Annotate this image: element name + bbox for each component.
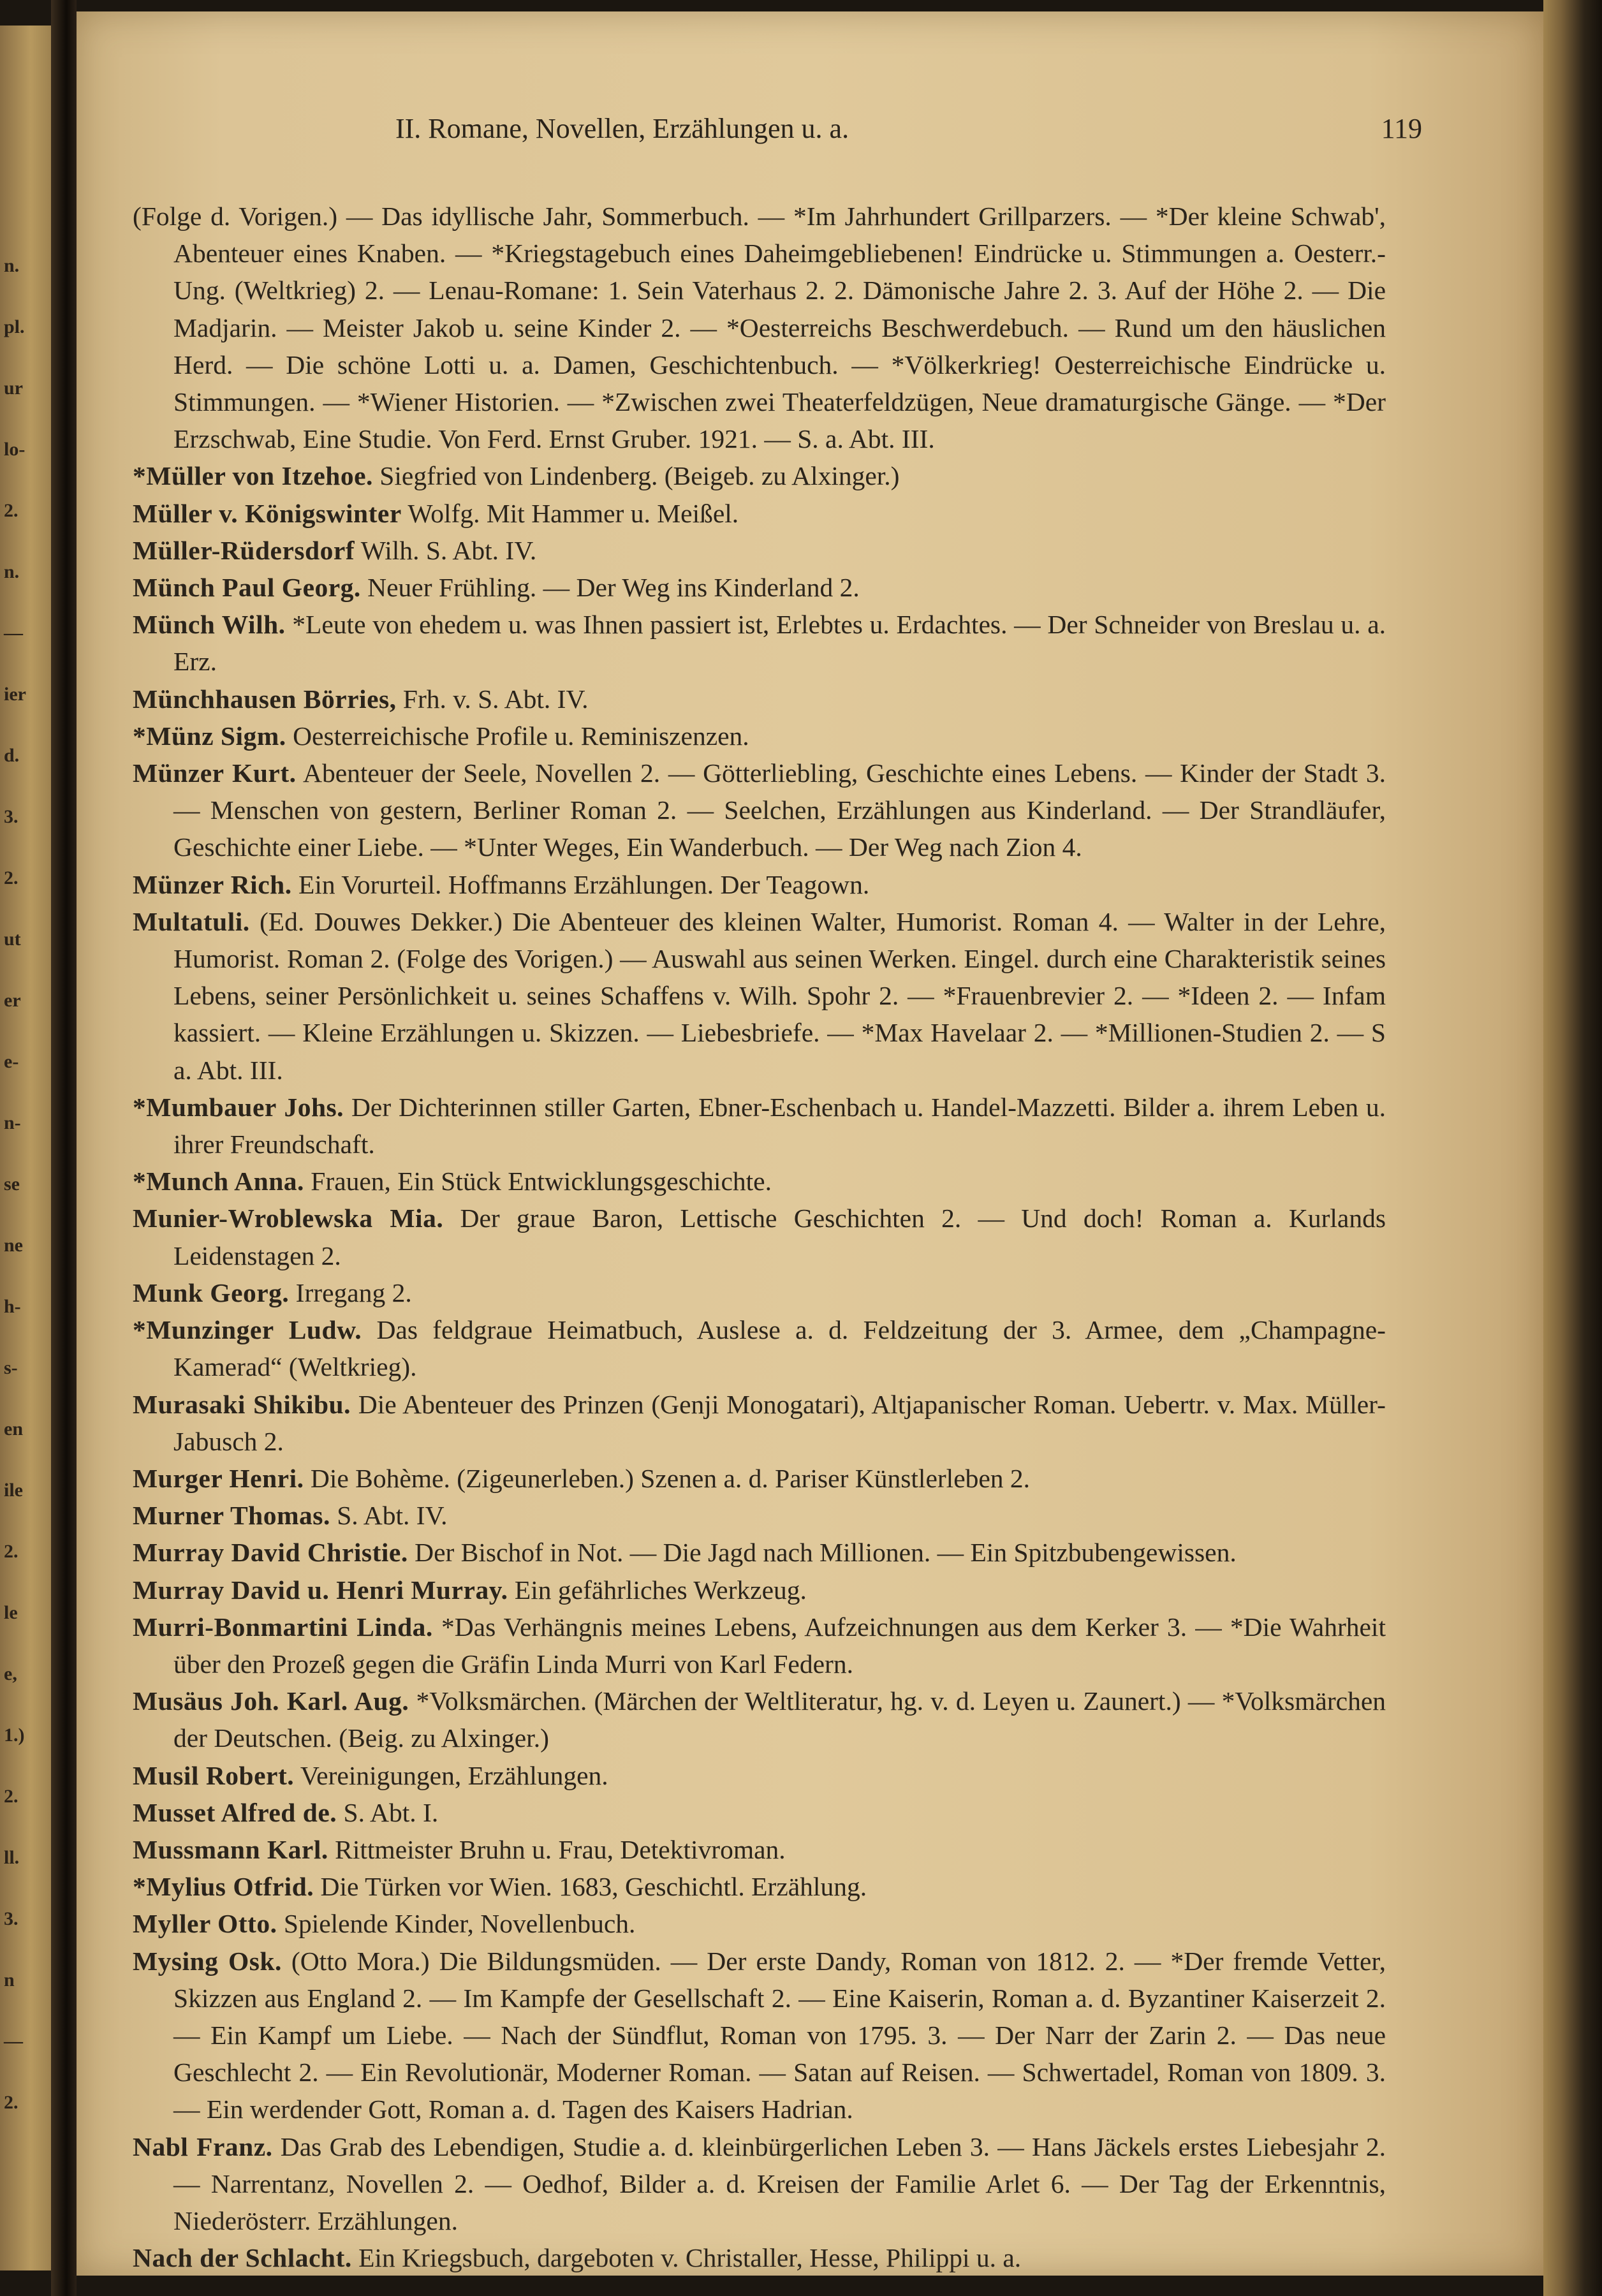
bibliography-entry — [133, 1274, 1386, 1311]
entry-author: Munk Georg. — [133, 1277, 290, 1307]
bibliography-entry — [133, 2128, 1386, 2240]
entry-text: Wilh. S. Abt. IV. — [360, 535, 537, 565]
prev-page-fragment: n — [4, 1969, 15, 1991]
prev-page-fragment: ur — [4, 378, 23, 399]
bibliography-entry — [133, 1163, 1386, 1200]
entry-author: Murasaki Shikibu. — [133, 1389, 351, 1419]
bibliography-entry — [133, 1608, 1386, 1682]
bibliography-entry — [133, 457, 1386, 494]
entry-author: Murray David Christie. — [133, 1538, 408, 1568]
entry-text: Ein Kriegsbuch, dargeboten v. Christaller, Hesse, Philippi u. a. — [358, 2243, 1022, 2273]
running-header — [77, 112, 1543, 151]
bibliography-entry — [133, 1943, 1386, 2128]
entry-list — [133, 198, 1386, 2276]
entry-author: Musset Alfred de. — [133, 1797, 337, 1827]
bibliography-entry — [133, 606, 1386, 680]
entry-text: Abenteuer der Seele, Novellen 2. — Götterliebling, Geschichte eines Lebens. — Kinder der Stadt 3. — Menschen von gestern, Berliner Roman 2. — Seelchen, Erzählungen aus Kinderland. — Der Strandläufer, Geschichte einer Liebe. — *Unter Weges, Ein Wanderbuch. — Der Weg nach Zion 4. — [173, 758, 1386, 862]
prev-page-fragment: 2. — [4, 867, 18, 888]
bibliography-entry — [133, 1200, 1386, 1274]
entry-text: Das Grab des Lebendigen, Studie a. d. kleinbürgerlichen Leben 3. — Hans Jäckels erstes Liebesjahr 2. — Narrentanz, Novellen 2. — Oedhof, Bilder a. d. Kreisen der Familie Arlet 6. — Der Tag der Erkenntnis, Niederösterr. Erzählungen. — [173, 2131, 1386, 2235]
prev-page-fragment: 1.) — [4, 1725, 25, 1746]
prev-page-fragment: ll. — [4, 1847, 20, 1868]
entry-text: Ein gefährliches Werkzeug. — [514, 1575, 807, 1605]
bibliography-entry — [133, 1682, 1386, 1756]
prev-page-fragment: en — [4, 1418, 23, 1439]
bibliography-entry — [133, 569, 1386, 606]
prev-page-fragment: 3. — [4, 806, 18, 827]
prev-page-fragment: n. — [4, 255, 20, 276]
entry-text: S. Abt. IV. — [337, 1501, 448, 1531]
entry-text: Frh. v. S. Abt. IV. — [402, 684, 589, 714]
prev-page-fragment: h- — [4, 1296, 21, 1317]
bibliography-entry — [133, 1311, 1386, 1385]
entry-author: Müller v. Königswinter — [133, 498, 402, 528]
prev-page-fragment: — — [4, 2031, 23, 2052]
prev-page-fragment: 2. — [4, 1541, 18, 1562]
entry-author: Multatuli. — [133, 906, 250, 936]
entry-author: Nach der Schlacht. — [133, 2243, 352, 2273]
entry-text: S. Abt. I. — [343, 1797, 439, 1827]
bibliography-entry — [133, 1571, 1386, 1608]
entry-author: Mysing Osk. — [133, 1946, 282, 1976]
prev-page-fragment: le — [4, 1602, 18, 1623]
entry-text: Das feldgraue Heimatbuch, Auslese a. d. Feldzeitung der 3. Armee, dem „Champagne-Kamerad“ (Weltkrieg). — [173, 1315, 1386, 1382]
entry-author: Musil Robert. — [133, 1760, 295, 1790]
prev-page-fragment: 2. — [4, 1786, 18, 1807]
entry-author: Münzer Rich. — [133, 869, 292, 899]
entry-author: *Münz Sigm. — [133, 721, 286, 751]
entry-author: Münch Paul Georg. — [133, 573, 361, 603]
entry-text: Oesterreichische Profile u. Reminiszenzen. — [293, 721, 749, 751]
book-gutter — [51, 0, 77, 2296]
entry-text: *Volksmärchen. (Märchen der Weltliteratur, hg. v. d. Leyen u. Zaunert.) — *Volksmärchen der Deutschen. (Beig. zu Alxinger.) — [173, 1686, 1386, 1753]
bibliography-entry — [133, 1534, 1386, 1571]
bibliography-entry — [133, 1386, 1386, 1460]
bibliography-entry — [133, 681, 1386, 718]
bibliography-entry — [133, 1460, 1386, 1497]
prev-page-fragment: se — [4, 1174, 20, 1195]
entry-text: (Folge d. Vorigen.) — Das idyllische Jahr, Sommerbuch. — *Im Jahrhundert Grillparzers. — *Der kleine Schwab', Abenteuer eines Knaben. — *Kriegstagebuch eines Daheimgebliebenen! Eindrücke u. Stimmungen a. Oesterr.-Ung. (Weltkrieg) 2. — Lenau-Romane: 1. Sein Vaterhaus 2. 2. Dämonische Jahre 2. 3. Auf der Höhe 2. — Die Madjarin. — Meister Jakob u. seine Kinder 2. — *Oesterreichs Beschwerdebuch. — Rund um den häuslichen Herd. — Die schöne Lotti u. a. Damen, Geschichtenbuch. — *Völkerkrieg! Oesterreichische Eindrücke u. Stimmungen. — *Wiener Historien. — *Zwischen zwei Theaterfeldzügen, Neue dramaturgische Gänge. — *Der Erzschwab, Eine Studie. Von Ferd. Ernst Gruber. 1921. — S. a. Abt. III. — [133, 202, 1386, 454]
entry-author: Müller-Rüdersdorf — [133, 535, 355, 565]
entry-author: Murray David u. Henri Murray. — [133, 1575, 508, 1605]
page-number: 119 — [1381, 113, 1422, 144]
bibliography-entry — [133, 1497, 1386, 1534]
entry-author: *Munch Anna. — [133, 1166, 304, 1196]
previous-page-edge — [0, 26, 51, 2270]
entry-text: Ein Vorurteil. Hoffmanns Erzählungen. Der Teagown. — [298, 869, 870, 899]
entry-author: Münzer Kurt. — [133, 758, 297, 788]
entry-author: Murri-Bonmartini Linda. — [133, 1612, 433, 1642]
entry-text: Frauen, Ein Stück Entwicklungsgeschichte. — [311, 1166, 772, 1196]
prev-page-fragment: n- — [4, 1112, 21, 1133]
entry-author: *Mumbauer Johs. — [133, 1092, 344, 1122]
bibliography-entry — [133, 1089, 1386, 1163]
bibliography-entry — [133, 1757, 1386, 1794]
entry-author: *Mylius Otfrid. — [133, 1872, 314, 1902]
bibliography-entry — [133, 198, 1386, 457]
prev-page-fragment: e, — [4, 1663, 17, 1684]
entry-author: Munier-Wroblewska Mia. — [133, 1203, 444, 1233]
entry-text: Der Bischof in Not. — Die Jagd nach Millionen. — Ein Spitzbubengewissen. — [415, 1538, 1237, 1568]
bibliography-entry — [133, 866, 1386, 903]
book-fore-edge — [1543, 0, 1602, 2296]
prev-page-fragment: lo- — [4, 439, 26, 460]
prev-page-fragment: s- — [4, 1357, 18, 1378]
entry-author: Myller Otto. — [133, 1909, 277, 1939]
bibliography-entry — [133, 718, 1386, 754]
bibliography-entry — [133, 1905, 1386, 1942]
bibliography-entry — [133, 2239, 1386, 2276]
prev-page-fragment: n. — [4, 561, 20, 582]
running-title: II. Romane, Novellen, Erzählungen u. a. — [395, 113, 849, 144]
entry-text: Rittmeister Bruhn u. Frau, Detektivroman. — [335, 1834, 786, 1864]
bibliography-entry — [133, 1794, 1386, 1831]
entry-text: *Leute von ehedem u. was Ihnen passiert ist, Erlebtes u. Erdachtes. — Der Schneider von Breslau u. a. Erz. — [173, 610, 1386, 677]
entry-author: Nabl Franz. — [133, 2131, 273, 2161]
entry-text: Der graue Baron, Lettische Geschichten 2. — Und doch! Roman a. Kurlands Leidenstagen 2. — [173, 1203, 1386, 1270]
entry-author: Musäus Joh. Karl. Aug. — [133, 1686, 409, 1716]
entry-text: Die Bohème. (Zigeunerleben.) Szenen a. d. Pariser Künstlerleben 2. — [310, 1463, 1031, 1493]
entry-text: (Otto Mora.) Die Bildungsmüden. — Der erste Dandy, Roman von 1812. 2. — *Der fremde Vetter, Skizzen aus England 2. — Im Kampfe der Gesellschaft 2. — Eine Kaiserin, Roman a. d. Byzantiner Kaiserzeit 2. — Ein Kampf um Liebe. — Nach der Sündflut, Roman von 1795. 3. — Der Narr der Zarin 2. — Das neue Geschlecht 2. — Ein Revolutionär, Moderner Roman. — Satan auf Reisen. — Schwertadel, Roman von 1809. 3. — Ein werdender Gott, Roman a. d. Tagen des Kaisers Hadrian. — [173, 1946, 1386, 2124]
entry-author: *Munzinger Ludw. — [133, 1315, 362, 1345]
prev-page-fragment: 2. — [4, 2092, 18, 2113]
prev-page-fragment: ut — [4, 929, 21, 950]
entry-author: *Müller von Itzehoe. — [133, 461, 373, 491]
entry-author: Murger Henri. — [133, 1463, 304, 1493]
entry-author: Mussmann Karl. — [133, 1834, 328, 1864]
bibliography-entry — [133, 754, 1386, 866]
entry-text: Vereinigungen, Erzählungen. — [300, 1760, 608, 1790]
entry-text: *Das Verhängnis meines Lebens, Aufzeichnungen aus dem Kerker 3. — *Die Wahrheit über den Prozeß gegen die Gräfin Linda Murri von Karl Federn. — [173, 1612, 1386, 1679]
bibliography-entry — [133, 1868, 1386, 1905]
entry-text: Siegfried von Lindenberg. (Beigeb. zu Alxinger.) — [379, 461, 900, 491]
entry-text: (Ed. Douwes Dekker.) Die Abenteuer des kleinen Walter, Humorist. Roman 4. — Walter in der Lehre, Humorist. Roman 2. (Folge des Vorigen.) — Auswahl aus seinen Werken. Eingel. durch eine Charakteristik seines Lebens, seiner Persönlichkeit u. seines Schaffens v. Wilh. Spohr 2. — *Frauenbrevier 2. — *Ideen 2. — Infam kassiert. — Kleine Erzählungen u. Skizzen. — Liebesbriefe. — *Max Havelaar 2. — *Millionen-Studien 2. — S a. Abt. III. — [173, 906, 1386, 1085]
entry-author: Murner Thomas. — [133, 1501, 330, 1531]
bibliography-entry — [133, 1831, 1386, 1868]
entry-text: Neuer Frühling. — Der Weg ins Kinderland 2. — [367, 573, 860, 603]
prev-page-fragment: 2. — [4, 500, 18, 521]
prev-page-fragment: pl. — [4, 316, 25, 337]
bibliography-entry — [133, 495, 1386, 532]
entry-text: Der Dichterinnen stiller Garten, Ebner-Eschenbach u. Handel-Mazzetti. Bilder a. ihrem Leben u. ihrer Freundschaft. — [173, 1092, 1386, 1159]
prev-page-fragment: ne — [4, 1235, 23, 1256]
prev-page-fragment: ile — [4, 1480, 23, 1501]
prev-page-fragment: 3. — [4, 1908, 18, 1929]
entry-author: Münch Wilh. — [133, 610, 286, 640]
bibliography-entry — [133, 532, 1386, 569]
bibliography-entry — [133, 903, 1386, 1089]
entry-text: Spielende Kinder, Novellenbuch. — [283, 1909, 636, 1939]
prev-page-fragment: ier — [4, 684, 26, 705]
entry-text: Wolfg. Mit Hammer u. Meißel. — [408, 498, 739, 528]
entry-text: Die Abenteuer des Prinzen (Genji Monogatari), Altjapanischer Roman. Uebertr. v. Max. Müller-Jabusch 2. — [173, 1389, 1386, 1456]
prev-page-fragment: — — [4, 622, 23, 644]
entry-author: Münchhausen Börries, — [133, 684, 397, 714]
prev-page-fragment: er — [4, 990, 21, 1011]
book-page — [77, 11, 1543, 2276]
prev-page-fragment: e- — [4, 1051, 19, 1072]
entry-text: Irregang 2. — [295, 1277, 412, 1307]
prev-page-fragment: d. — [4, 745, 20, 766]
entry-text: Die Türken vor Wien. 1683, Geschichtl. Erzählung. — [320, 1872, 867, 1902]
